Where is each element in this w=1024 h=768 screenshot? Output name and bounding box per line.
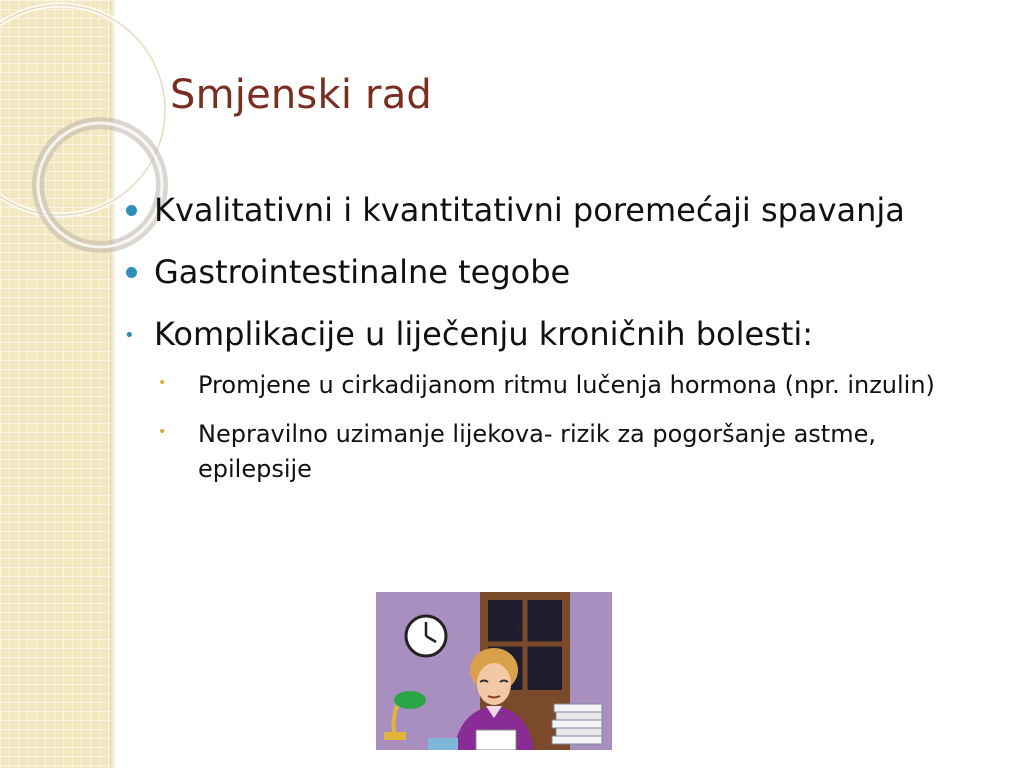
clock-icon [406, 616, 446, 656]
sub-bullet-dot-icon: • [158, 375, 167, 391]
bullet-text: Gastrointestinalne tegobe [154, 253, 571, 291]
sub-bullet-item [120, 417, 978, 487]
bullet-text: Komplikacije u liječenju kroničnih bolesti: [154, 315, 814, 353]
slide-title: Smjenski rad [170, 72, 433, 118]
sub-bullet-dot-icon: • [158, 424, 167, 440]
bullet-item [120, 314, 1010, 354]
bullet-dot-icon [126, 205, 137, 216]
sub-bullet-item [120, 368, 978, 403]
paper-stack-icon [552, 704, 602, 744]
sub-bullet-text: Promjene u cirkadijanom ritmu lučenja hormona (npr. inzulin) [198, 371, 935, 399]
bullet-dot-icon [126, 267, 137, 278]
night-shift-worker-illustration [376, 592, 612, 750]
slide-body [120, 190, 1010, 501]
sub-bullet-text: Nepravilno uzimanje lijekova- rizik za pogoršanje astme, epilepsije [198, 420, 876, 483]
bullet-dot-icon: • [124, 325, 135, 346]
bullet-item [120, 252, 1010, 292]
bullet-item [120, 190, 1010, 230]
bullet-text: Kvalitativni i kvantitativni poremećaji spavanja [154, 191, 905, 229]
